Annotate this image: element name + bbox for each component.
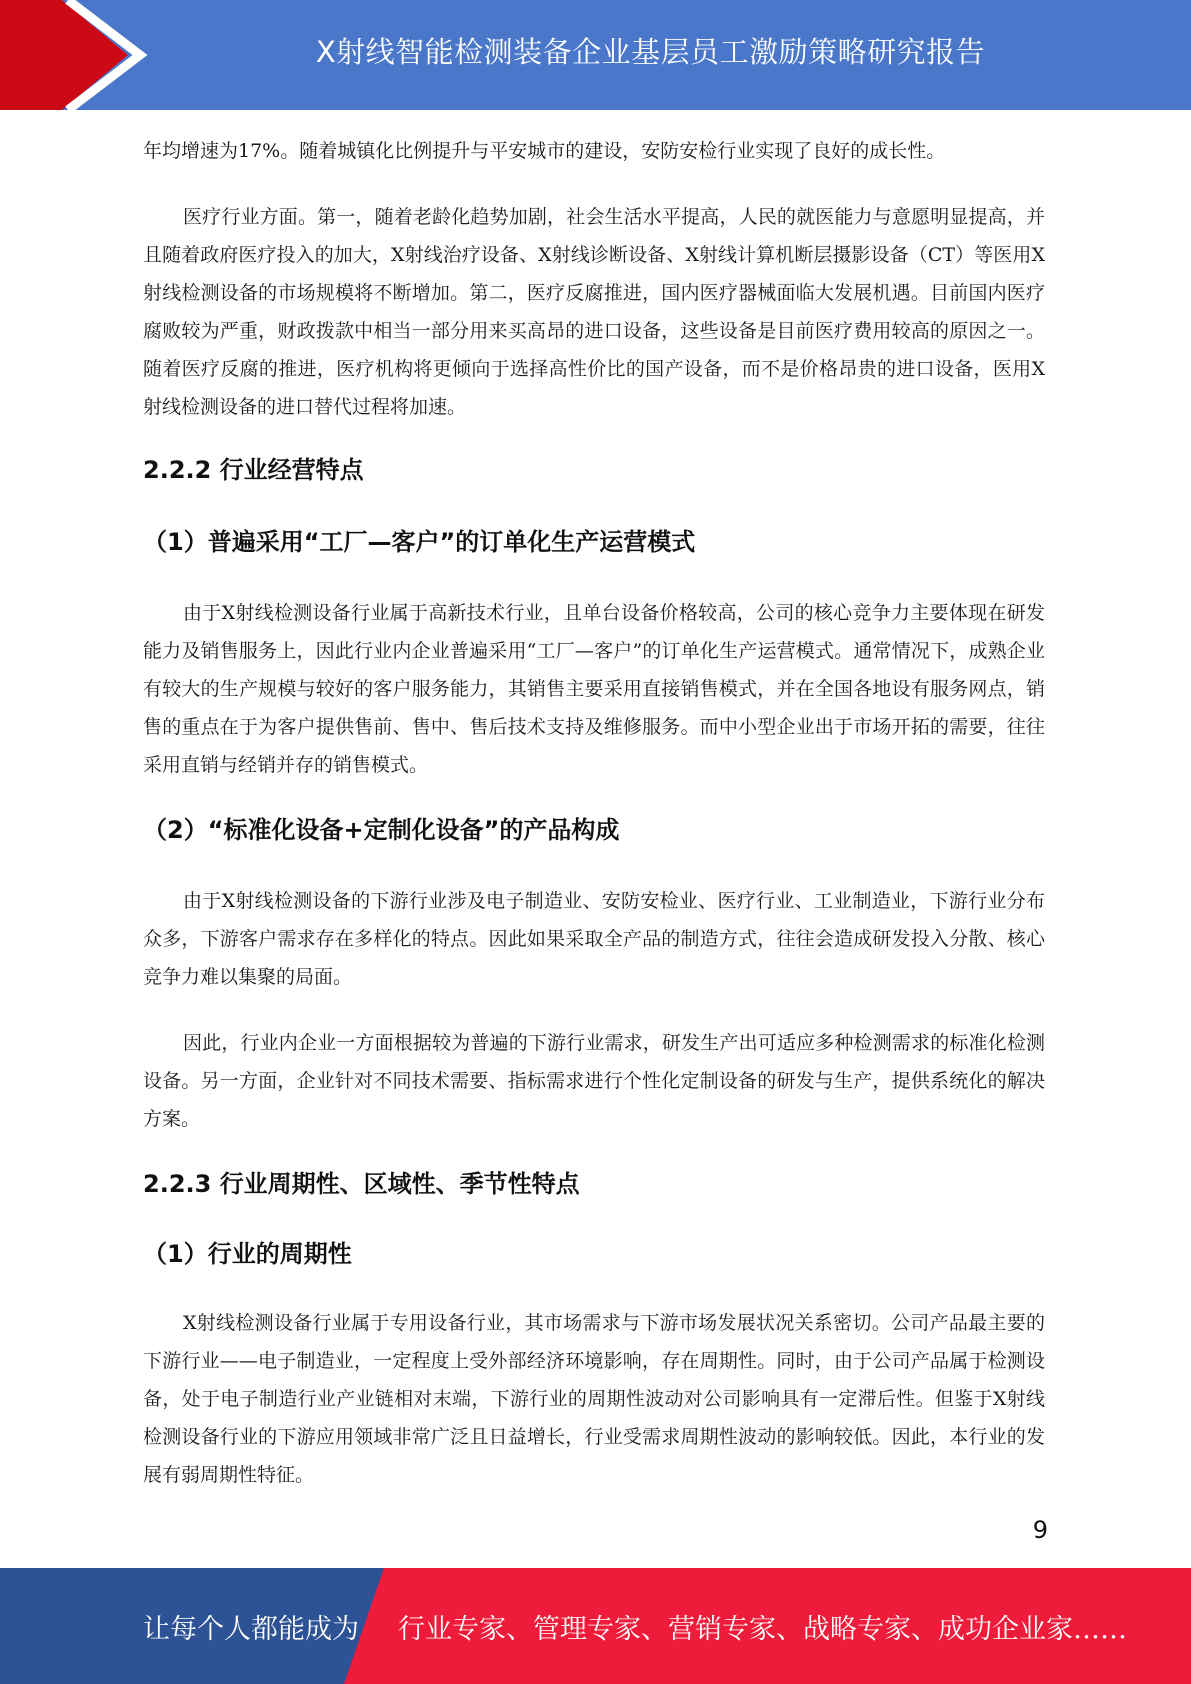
page-footer xyxy=(0,1568,1191,1684)
paragraph: 因此，行业内企业一方面根据较为普遍的下游行业需求，研发生产出可适应多种检测需求的标准化检测设备。另一方面，企业针对不同技术需要、指标需求进行个性化定制设备的研发与生产，提供系统化的解决方案。 xyxy=(143,1032,1045,1130)
footer-slogan-right: 行业专家、管理专家、营销专家、战略专家、成功企业家…… xyxy=(398,1613,1127,1645)
subsection-heading: （2）“标准化设备+定制化设备”的产品构成 xyxy=(143,816,620,844)
footer-slogan-left: 让每个人都能成为 xyxy=(143,1613,359,1645)
paragraph: 年均增速为17%。随着城镇化比例提升与平安城市的建设，安防安检行业实现了良好的成长性。 xyxy=(143,140,946,162)
paragraph: 由于X射线检测设备的下游行业涉及电子制造业、安防安检业、医疗行业、工业制造业，下游行业分布众多，下游客户需求存在多样化的特点。因此如果采取全产品的制造方式，往往会造成研发投入分散、核心竞争力难以集聚的局面。 xyxy=(143,890,1045,988)
paragraph: 医疗行业方面。第一，随着老龄化趋势加剧，社会生活水平提高，人民的就医能力与意愿明显提高，并且随着政府医疗投入的加大，X射线治疗设备、X射线诊断设备、X射线计算机断层摄影设备（CT）等医用X射线检测设备的市场规模将不断增加。第二，医疗反腐推进，国内医疗器械面临大发展机遇。目前国内医疗腐败较为严重，财政拨款中相当一部分用来买高昂的进口设备，这些设备是目前医疗费用较高的原因之一。随着医疗反腐的推进，医疗机构将更倾向于选择高性价比的国产设备，而不是价格昂贵的进口设备，医用X射线检测设备的进口替代过程将加速。 xyxy=(143,206,1045,418)
document-body xyxy=(143,132,1045,1494)
report-title: X射线智能检测装备企业基层员工激励策略研究报告 xyxy=(315,34,986,69)
page-number: 9 xyxy=(1032,1516,1048,1544)
subsection-heading: （1）普遍采用“工厂—客户”的订单化生产运营模式 xyxy=(143,528,696,556)
paragraph: 由于X射线检测设备行业属于高新技术行业，且单台设备价格较高，公司的核心竞争力主要体现在研发能力及销售服务上，因此行业内企业普遍采用“工厂—客户”的订单化生产运营模式。通常情况下，成熟企业有较大的生产规模与较好的客户服务能力，其销售主要采用直接销售模式，并在全国各地设有服务网点，销售的重点在于为客户提供售前、售中、售后技术支持及维修服务。而中小型企业出于市场开拓的需要，往往采用直销与经销并存的销售模式。 xyxy=(143,602,1045,776)
page-header xyxy=(0,0,1191,110)
paragraph: X射线检测设备行业属于专用设备行业，其市场需求与下游市场发展状况关系密切。公司产品最主要的下游行业——电子制造业，一定程度上受外部经济环境影响，存在周期性。同时，由于公司产品属于检测设备，处于电子制造行业产业链相对末端，下游行业的周期性波动对公司影响具有一定滞后性。但鉴于X射线检测设备行业的下游应用领域非常广泛且日益增长，行业受需求周期性波动的影响较低。因此，本行业的发展有弱周期性特征。 xyxy=(143,1312,1045,1486)
subsection-heading: （1）行业的周期性 xyxy=(143,1240,352,1268)
section-heading: 2.2.2 行业经营特点 xyxy=(143,456,364,484)
section-heading: 2.2.3 行业周期性、区域性、季节性特点 xyxy=(143,1170,580,1198)
